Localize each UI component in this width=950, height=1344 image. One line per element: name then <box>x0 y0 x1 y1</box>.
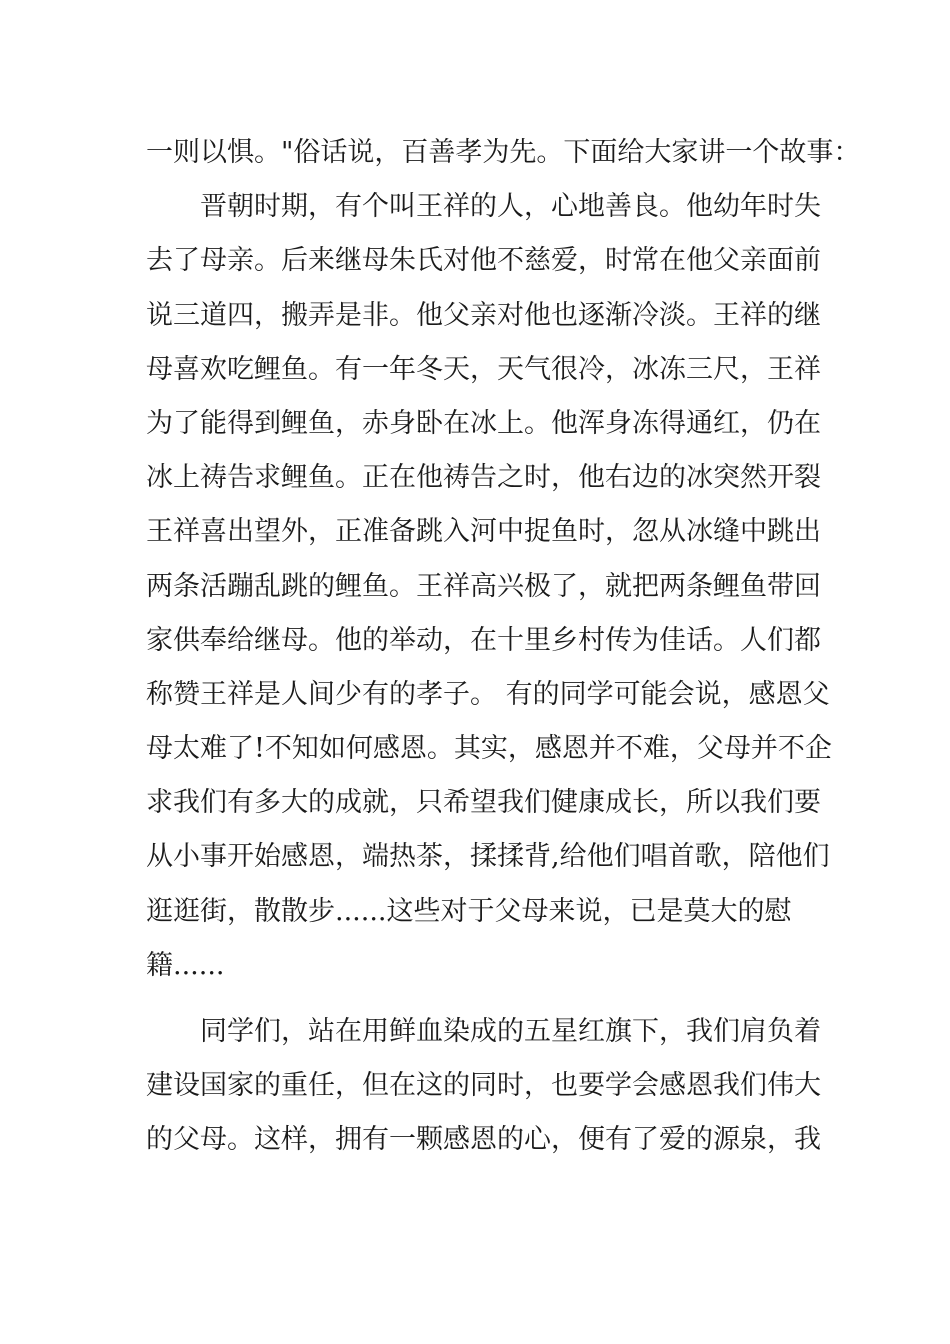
text-line: 从小事开始感恩，端热茶，揉揉背,给他们唱首歌，陪他们 <box>146 841 830 873</box>
text-line: 同学们，站在用鲜血染成的五星红旗下，我们肩负着 <box>200 1016 821 1047</box>
text-line: 晋朝时期，有个叫王祥的人，心地善良。他幼年时失 <box>200 191 821 223</box>
text-line: 逛逛街，散散步......这些对于父母来说，已是莫大的慰 <box>146 895 792 927</box>
text-line: 求我们有多大的成就，只希望我们健康成长，所以我们要 <box>146 787 821 819</box>
text-line: 母太难了!不知如何感恩。其实，感恩并不难，父母并不企 <box>146 733 832 765</box>
text-line: 为了能得到鲤鱼，赤身卧在冰上。他浑身冻得通红，仍在 <box>146 407 821 439</box>
text-line: 母喜欢吃鲤鱼。有一年冬天，天气很冷，冰冻三尺，王祥 <box>146 353 821 385</box>
document-body <box>146 126 861 1168</box>
text-line: 冰上祷告求鲤鱼。正在他祷告之时，他右边的冰突然开裂 <box>146 462 821 494</box>
text-line: 王祥喜出望外，正准备跳入河中捉鱼时，忽从冰缝中跳出 <box>146 516 821 548</box>
text-line: 家供奉给继母。他的举动，在十里乡村传为佳话。人们都 <box>146 624 821 656</box>
text-line: 籍...... <box>146 949 225 981</box>
text-line: 说三道四，搬弄是非。他父亲对他也逐渐冷淡。王祥的继 <box>146 299 821 331</box>
paragraph-closing <box>146 1005 821 1168</box>
text-line: 两条活蹦乱跳的鲤鱼。王祥高兴极了，就把两条鲤鱼带回 <box>146 570 821 602</box>
text-line: 去了母亲。后来继母朱氏对他不慈爱，时常在他父亲面前 <box>146 245 821 277</box>
paragraph-spacer <box>146 993 806 1005</box>
text-line: 称赞王祥是人间少有的孝子。 有的同学可能会说，感恩父 <box>146 678 830 710</box>
paragraph-intro <box>146 126 861 180</box>
text-line: 的父母。这样，拥有一颗感恩的心，便有了爱的源泉，我 <box>146 1124 821 1156</box>
paragraph-story <box>146 180 832 993</box>
text-line: 建设国家的重任，但在这的同时，也要学会感恩我们伟大 <box>146 1070 821 1102</box>
text-line: 一则以惧。"俗话说，百善孝为先。下面给大家讲一个故事： <box>146 137 861 168</box>
